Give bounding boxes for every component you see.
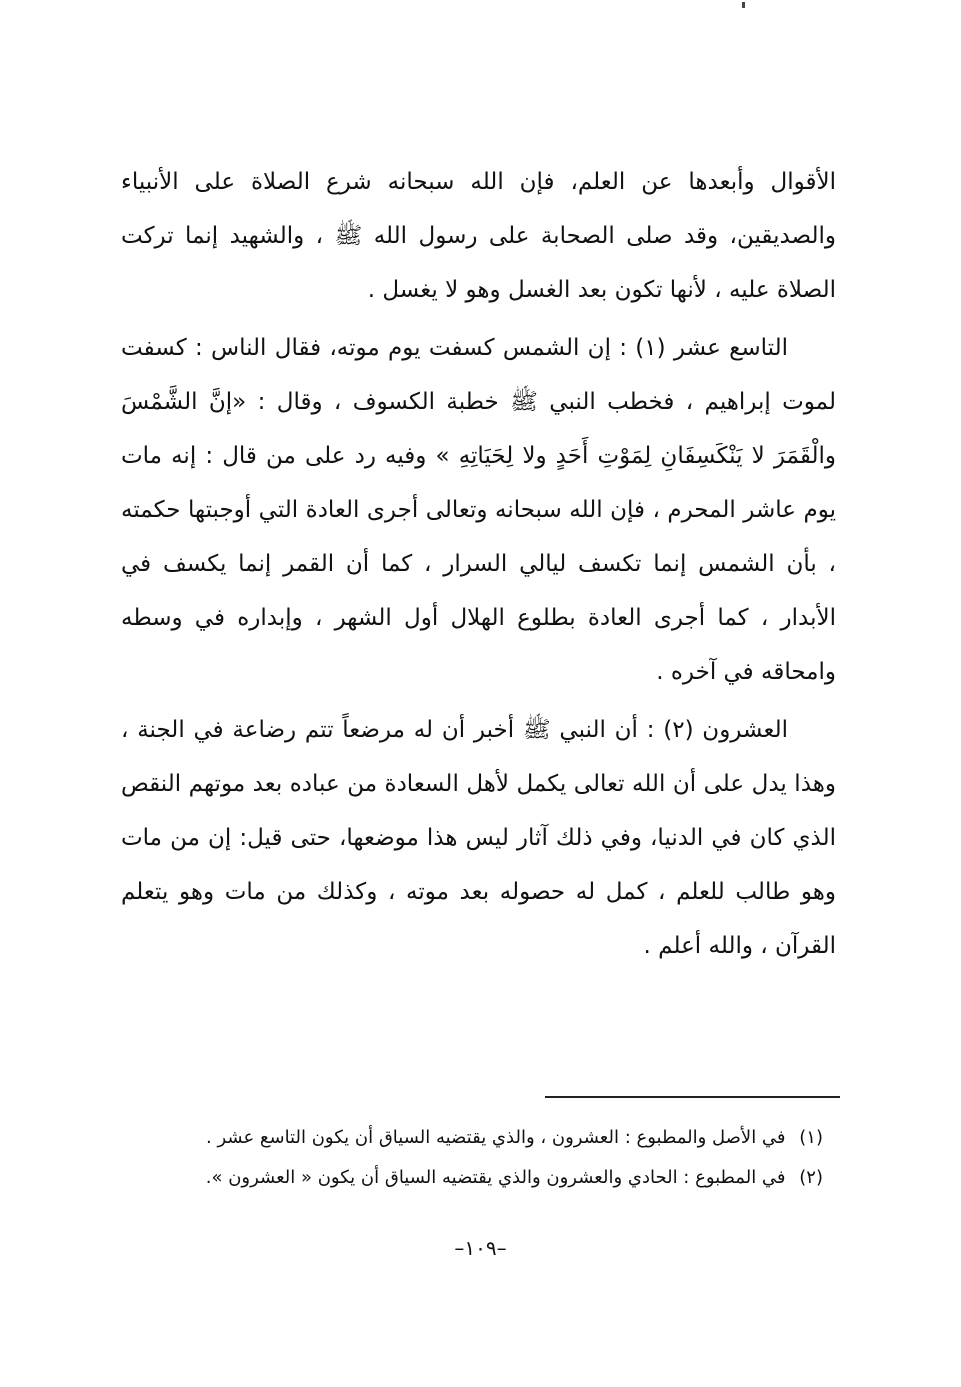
- footnote-text: في المطبوع : الحادي والعشرون والذي يقتضيه السياق أن يكون « العشرون ».: [205, 1167, 786, 1188]
- paragraph-1: الأقوال وأبعدها عن العلم، فإن الله سبحانه شرع الصلاة على الأنبياء والصديقين، وقد صلى الصحابة على رسول الله ﷺ ، والشهيد إنما تركت الصلاة عليه ، لأنها تكون بعد الغسل وهو لا يغسل .: [121, 169, 836, 303]
- scan-mark: [742, 2, 745, 8]
- footnotes: [123, 1118, 823, 1198]
- paragraph-3: العشرون (٢) : أن النبي ﷺ أخبر أن له مرضعاً تتم رضاعة في الجنة ، وهذا يدل على أن الله تعالى يكمل لأهل السعادة من عباده بعد موتهم النقص الذي كان في الدنيا، وفي ذلك آثار ليس هذا موضعها، حتى قيل: إن من مات وهو طالب للعلم ، كمل له حصوله بعد موته ، وكذلك من مات وهو يتعلم القرآن ، والله أعلم .: [121, 717, 836, 959]
- footnote-number: (١): [799, 1127, 823, 1148]
- footnote-1: [123, 1118, 823, 1158]
- footnote-divider: [545, 1096, 840, 1098]
- page-number: –١٠٩–: [454, 1236, 507, 1260]
- footnote-number: (٢): [799, 1167, 823, 1188]
- main-text: [121, 155, 836, 977]
- footnote-2: [123, 1158, 823, 1198]
- footnote-text: في الأصل والمطبوع : العشرون ، والذي يقتضيه السياق أن يكون التاسع عشر .: [206, 1127, 786, 1148]
- paragraph-2: التاسع عشر (١) : إن الشمس كسفت يوم موته، فقال الناس : كسفت لموت إبراهيم ، فخطب النبي ﷺ خطبة الكسوف ، وقال : «إنَّ الشَّمْسَ والْقَمَرَ لا يَنْكَسِفَانِ لِمَوْتِ أَحَدٍ ولا لِحَيَاتِهِ » وفيه رد على من قال : إنه مات يوم عاشر المحرم ، فإن الله سبحانه وتعالى أجرى العادة التي أوجبتها حكمته ، بأن الشمس إنما تكسف ليالي السرار ، كما أن القمر إنما يكسف في الأبدار ، كما أجرى العادة بطلوع الهلال أول الشهر ، وإبداره في وسطه وامحاقه في آخره .: [121, 335, 836, 685]
